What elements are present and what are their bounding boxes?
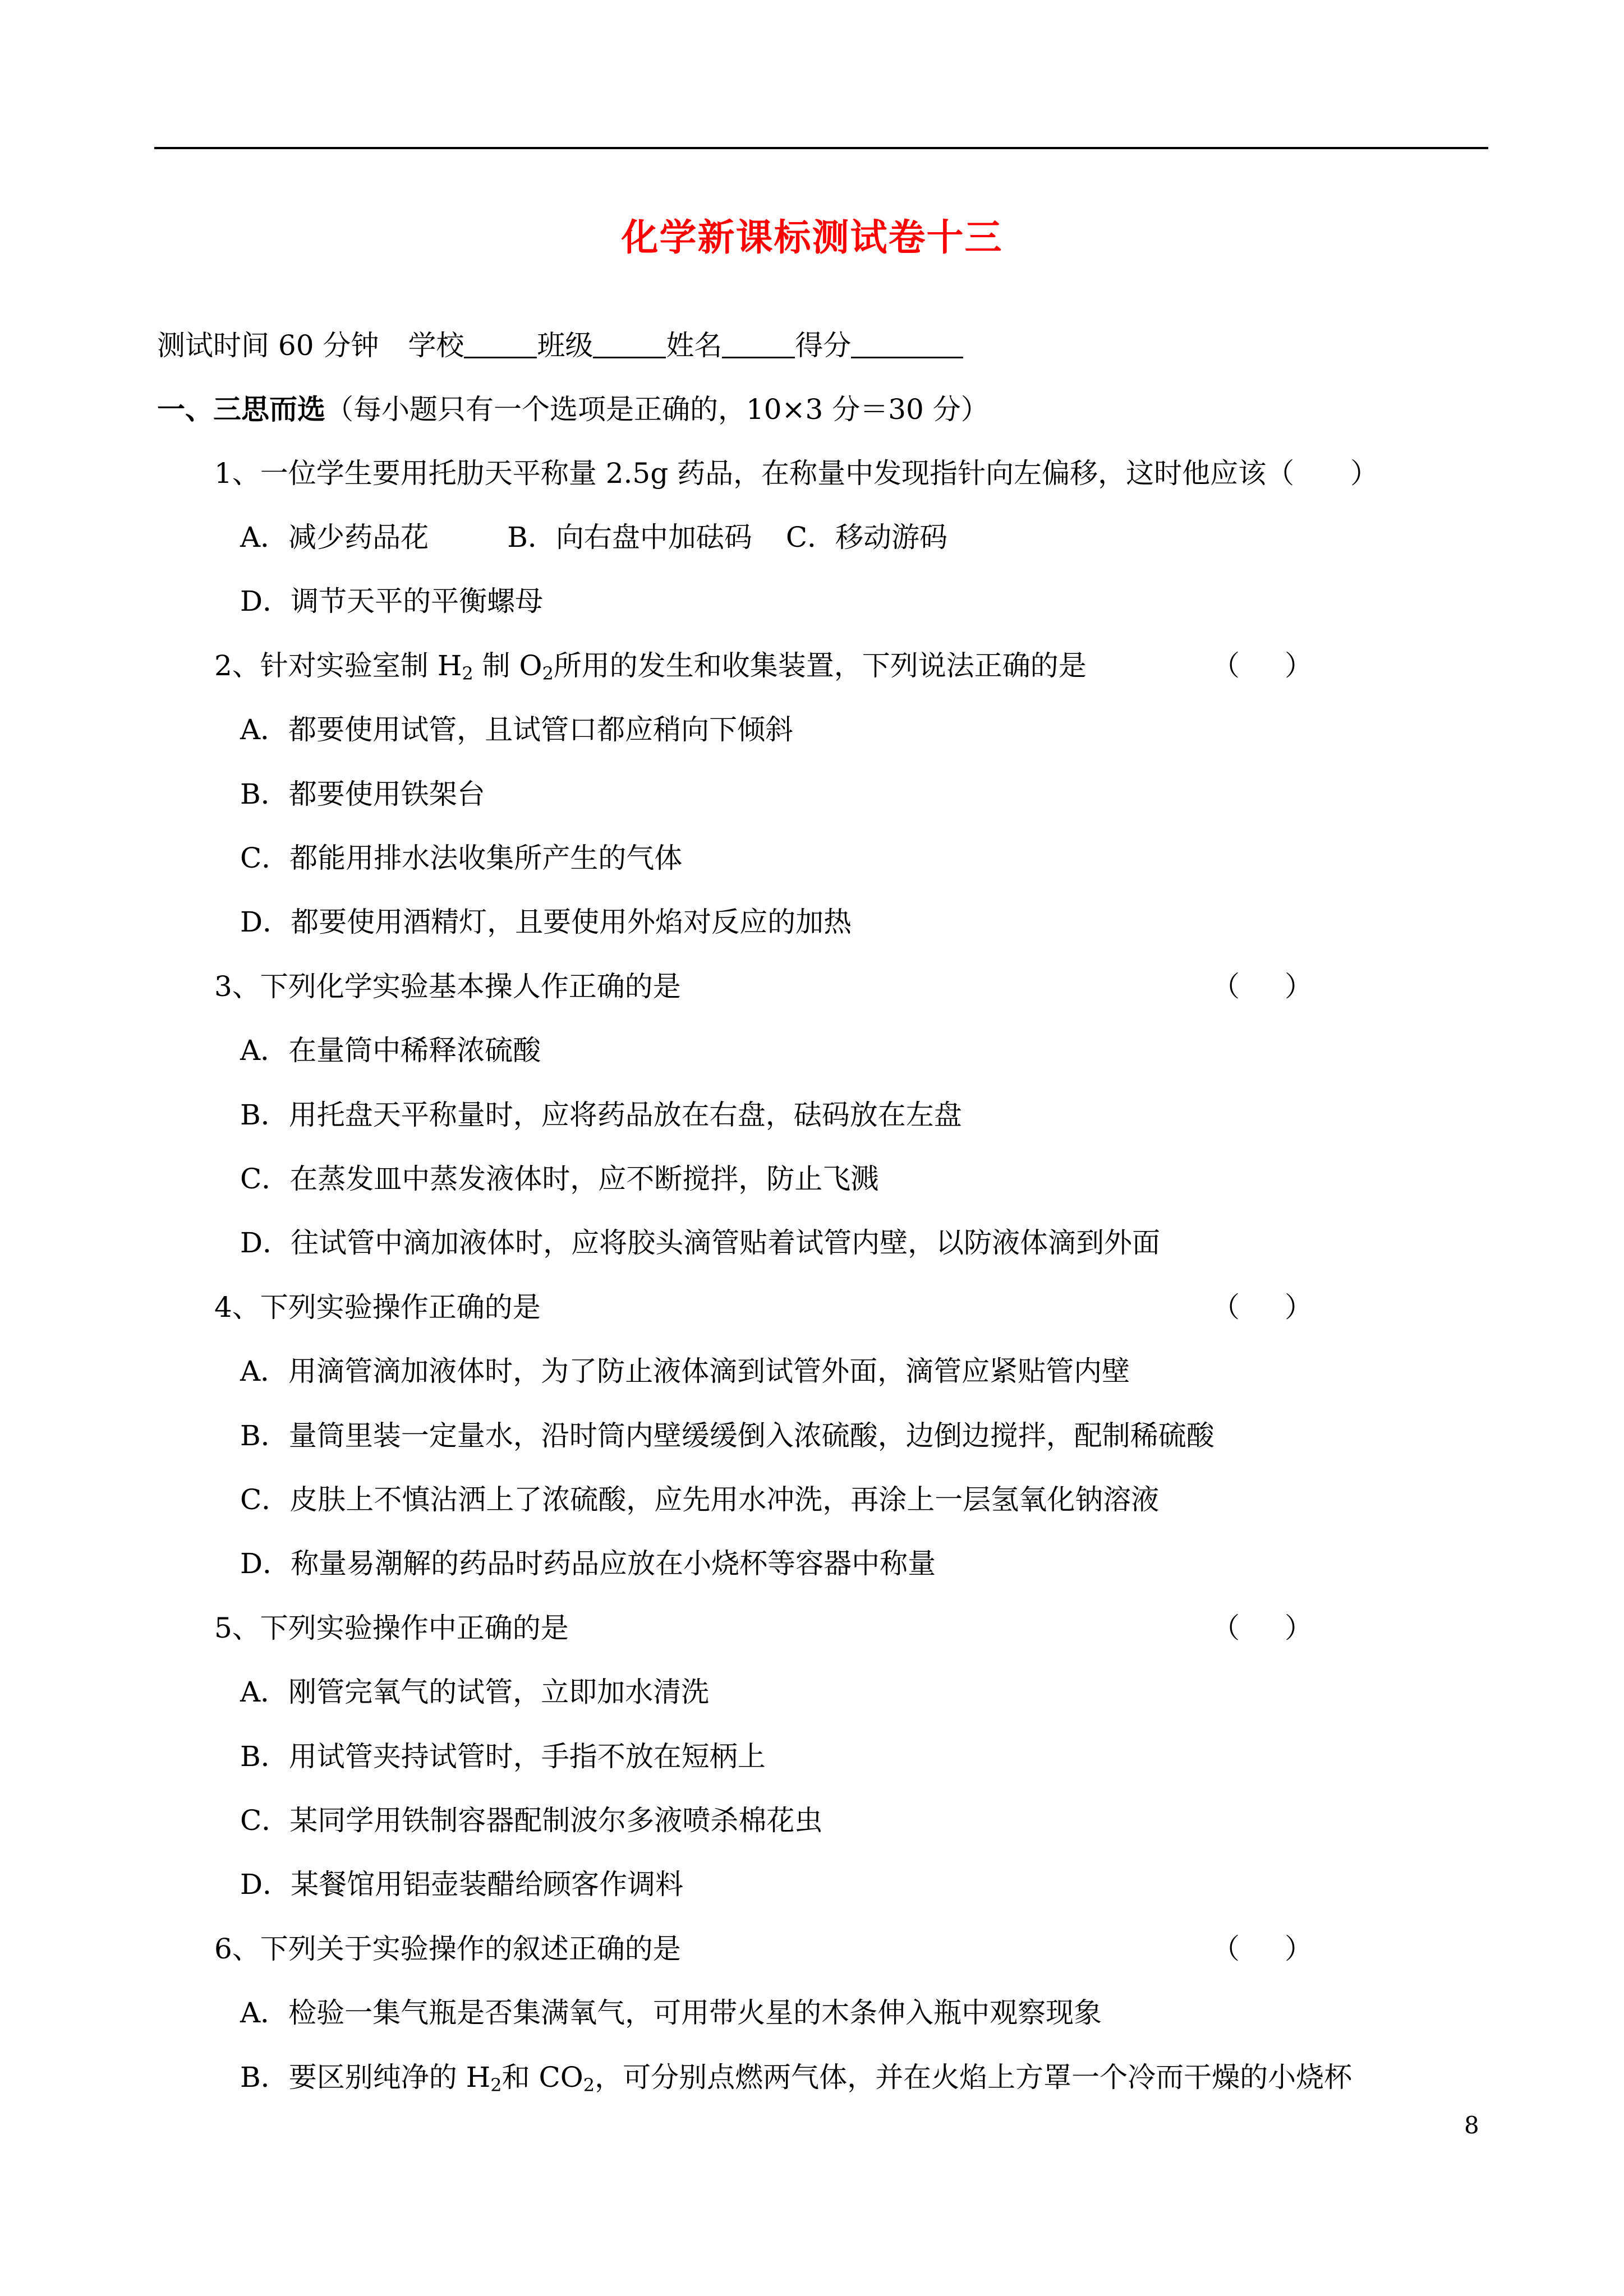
q3-option-b: B．用托盘天平称量时，应将药品放在右盘，砝码放在左盘 [240, 1099, 962, 1131]
q4-option-b: B．量筒里装一定量水，沿时筒内壁缓缓倒入浓硫酸，边倒边搅拌，配制稀硫酸 [240, 1419, 1214, 1452]
q5-option-c: C．某同学用铁制容器配制波尔多液喷杀棉花虫 [240, 1804, 823, 1837]
answer-paren[interactable]: （ ） [1212, 1933, 1313, 1965]
q5-option-b: B．用试管夹持试管时，手指不放在短柄上 [240, 1740, 766, 1773]
q2-option-c: C．都能用排水法收集所产生的气体 [240, 842, 683, 874]
name-label: 姓名 [666, 329, 723, 362]
q3-option-a: A．在量筒中稀释浓硫酸 [240, 1034, 541, 1067]
score-blank[interactable] [851, 332, 963, 358]
q2-option-a: A．都要使用试管，且试管口都应稍向下倾斜 [240, 713, 794, 746]
school-blank[interactable] [464, 332, 537, 358]
question-6: 6、下列关于实验操作的叙述正确的是 （ ） [214, 1933, 1313, 1965]
class-blank[interactable] [593, 332, 666, 358]
header-rule [154, 147, 1488, 149]
page-title: 化学新课标测试卷十三 [621, 215, 1003, 259]
q4-option-a: A．用滴管滴加液体时，为了防止液体滴到试管外面，滴管应紧贴管内壁 [240, 1355, 1130, 1387]
school-label: 学校 [408, 329, 464, 362]
answer-paren[interactable]: （ ） [1212, 649, 1313, 682]
q3-option-c: C．在蒸发皿中蒸发液体时，应不断搅拌，防止飞溅 [240, 1163, 879, 1195]
q1-option-c: C．移动游码 [785, 521, 948, 554]
test-time: 测试时间 60 分钟 [157, 329, 379, 362]
class-label: 班级 [537, 329, 594, 362]
name-blank[interactable] [722, 332, 795, 358]
q4-option-d: D．称量易潮解的药品时药品应放在小烧杯等容器中称量 [240, 1547, 936, 1580]
q5-option-a: A．刚管完氧气的试管，立即加水清洗 [240, 1676, 710, 1708]
section-heading [157, 393, 989, 426]
q6-option-a: A．检验一集气瓶是否集满氧气，可用带火星的木条伸入瓶中观察现象 [240, 1997, 1102, 2029]
info-line [157, 329, 963, 362]
q3-option-d: D．往试管中滴加液体时，应将胶头滴管贴着试管内壁，以防液体滴到外面 [240, 1227, 1161, 1259]
q6-option-b: B．要区别纯净的 $H_2$和 $CO_2$，可分别点燃两气体，并在火焰上方罩一个冷而干燥的小烧杯 [240, 2061, 1352, 2096]
q1-option-d: D．调节天平的平衡螺母 [240, 585, 544, 617]
answer-paren[interactable]: （ ） [1212, 970, 1313, 1003]
q4-option-c: C．皮肤上不慎沾洒上了浓硫酸，应先用水冲洗，再涂上一层氢氧化钠溶液 [240, 1483, 1160, 1516]
q2-option-d: D．都要使用酒精灯，且要使用外焰对反应的加热 [240, 906, 852, 938]
question-1: 1、一位学生要用托肋天平称量 2.5g 药品，在称量中发现指针向左偏移，这时他应该（ ） [214, 457, 1379, 490]
question-2: 2、针对实验室制 $H_2$ 制 $O_2$所用的发生和收集装置，下列说法正确的是 （ ） [214, 649, 1313, 684]
answer-paren[interactable]: （ ） [1212, 1291, 1313, 1324]
q1-option-b: B．向右盘中加砝码 [507, 521, 752, 554]
question-5: 5、下列实验操作中正确的是 （ ） [214, 1612, 1313, 1644]
score-label: 得分 [795, 329, 852, 362]
question-3: 3、下列化学实验基本操人作正确的是 （ ） [214, 970, 1313, 1003]
question-4: 4、下列实验操作正确的是 （ ） [214, 1291, 1313, 1324]
q5-option-d: D．某餐馆用铝壶装醋给顾客作调料 [240, 1868, 684, 1901]
q1-option-a: A．减少药品花 [240, 521, 429, 554]
answer-paren[interactable]: （ ） [1212, 1612, 1313, 1644]
q2-option-b: B．都要使用铁架台 [240, 778, 485, 810]
section-note: （每小题只有一个选项是正确的，10×3 分＝30 分） [325, 393, 989, 426]
question-1-options-abc [240, 520, 947, 554]
page-number: 8 [1464, 2111, 1479, 2139]
section-title: 一、三思而选 [157, 393, 325, 426]
